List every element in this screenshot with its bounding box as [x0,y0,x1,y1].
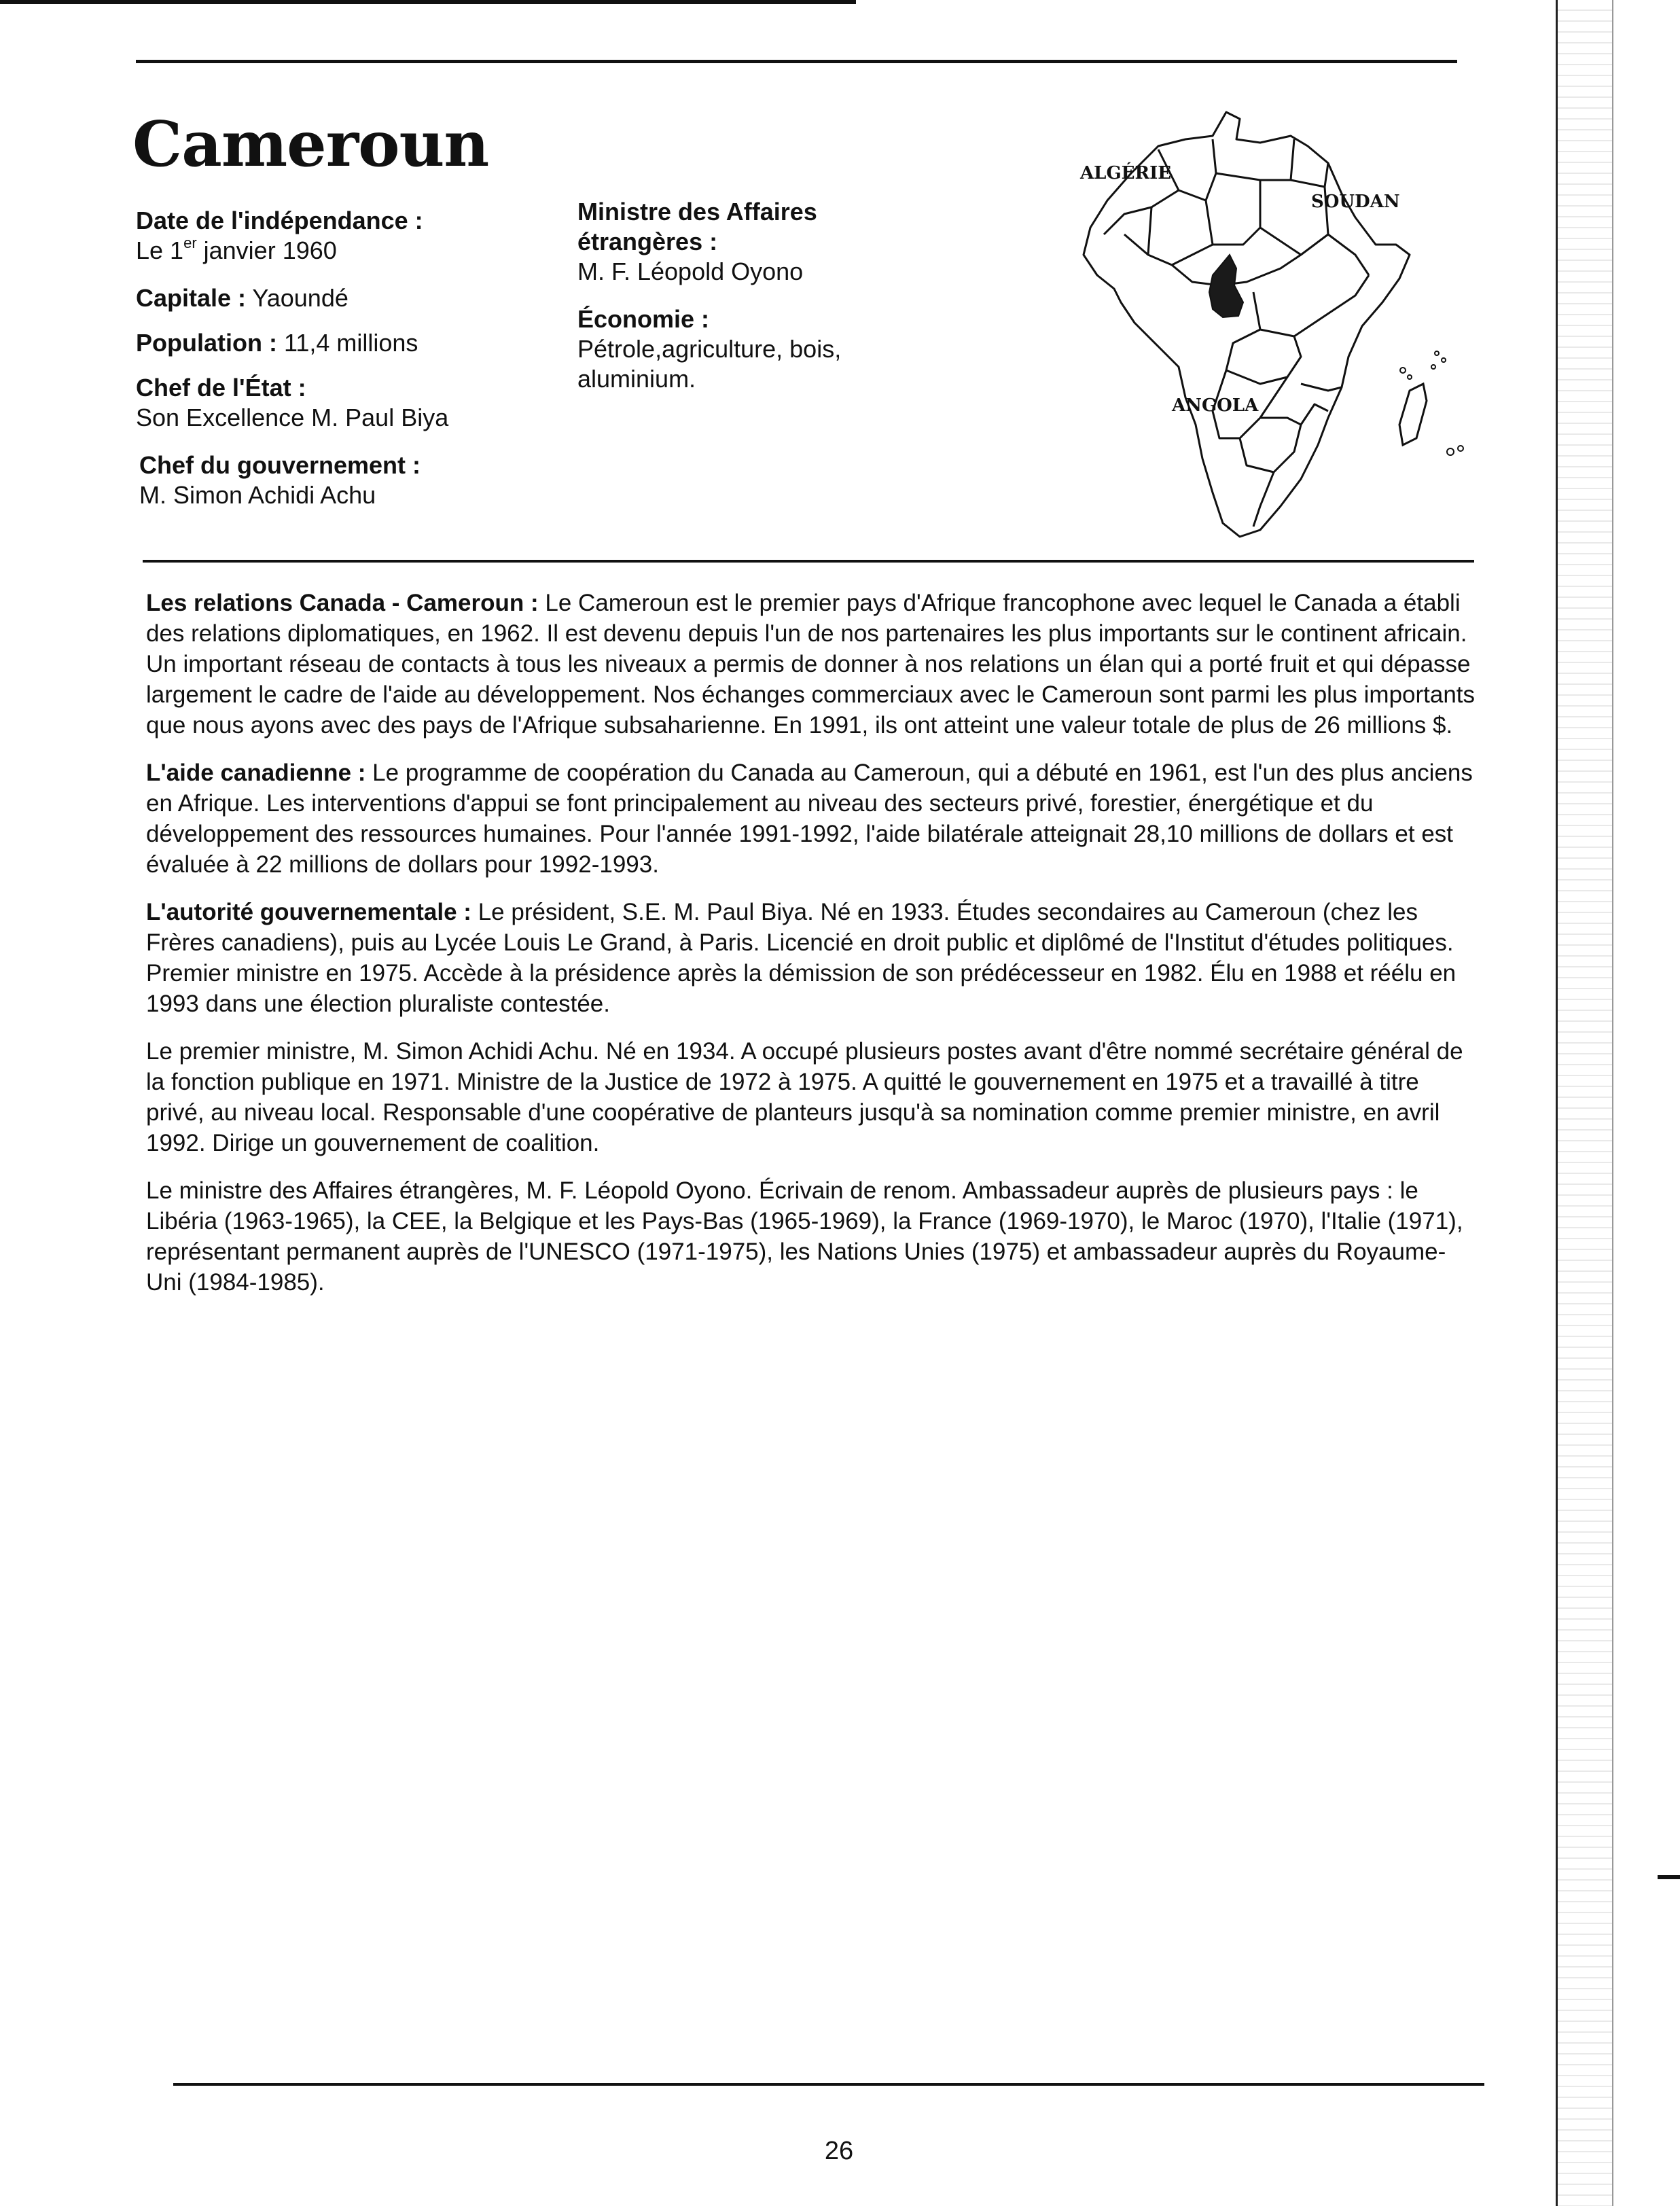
scan-edge-mark [1658,1875,1680,1879]
footer-rule [173,2083,1484,2086]
paragraph-aid-text: Le programme de coopération du Canada au Cameroun, qui a débuté en 1961, est l'un des plus anciens en Afrique. Les interventions d'appui se font principalement au niveau des secteurs privé, forestier, énergétique et du développement des ressources humaines. Pour l'année 1991-1992, l'aide bilatérale atteignait 28,10 millions de dollars et est évaluée à 22 millions de dollars pour 1992-1993. [146,760,1473,878]
africa-map [1056,99,1464,547]
paragraph-relations-text: Le Cameroun est le premier pays d'Afrique francophone avec lequel le Canada a établi des relations diplomatiques, en 1962. Il est devenu depuis l'un de nos partenaires les plus importants sur le continent africain. Un important réseau de contacts à tous les niveaux a permis de donner à nos relations un élan qui a porté fruit et qui dépasse largement le cadre de l'aide au développement. Nos échanges commerciaux avec le Cameroun sont parmi les plus importants que nous ayons avec des pays de l'Afrique subsaharienne. En 1991, ils ont atteint une valeur totale de plus de 26 millions $. [146,590,1476,739]
economy-value-line2: aluminium. [577,365,696,393]
foreign-minister-value: M. F. Léopold Oyono [577,257,804,285]
paragraph-authority-text: Le président, S.E. M. Paul Biya. Né en 1933. Études secondaires au Cameroun (chez les Frères canadiens), puis au Lycée Louis Le Grand, à Paris. Licencié en droit public et diplômé de l'Institut d'études politiques. Premier ministre en 1975. Accède à la présidence après la démission de son prédécesseur en 1982. Élu en 1988 et réélu en 1993 dans une élection pluraliste contestée. [146,899,1456,1017]
paragraph-foreign-affairs: Le ministre des Affaires étrangères, M. F. Léopold Oyono. Écrivain de renom. Ambassadeur auprès de plusieurs pays : le Libéria (1963-1965), la CEE, la Belgique et les Pays-Bas (1965-1969), la France (1969-1970), le Maroc (1970), l'Italie (1971), représentant permanent auprès de l'UNESCO (1971-1975), les Nations Unies (1975) et ambassadeur auprès du Royaume-Uni (1984-1985). [146,1177,1463,1296]
paragraph-prime-minister: Le premier ministre, M. Simon Achidi Achu. Né en 1934. A occupé plusieurs postes avant d'être nommé secrétaire général de la fonction publique en 1971. Ministre de la Justice de 1972 à 1975. A quitté le gouvernement en 1975 et a travaillé à titre privé, au niveau local. Responsable d'une coopérative de planteurs jusqu'à sa nomination comme premier ministre, en avril 1992. Dirige un gouvernement de coalition. [146,1038,1463,1156]
capital-value: Yaoundé [246,284,348,312]
map-label-angola: ANGOLA [1172,395,1259,416]
head-of-state-label: Chef de l'État : [136,374,306,402]
paragraph-relations [146,588,1478,741]
island-dots [1400,351,1463,455]
independence-value-prefix: Le 1 [136,236,184,264]
independence-value-sup: er [183,234,197,251]
body-text [146,588,1478,1315]
independence-value [136,236,423,266]
paragraph-aid [146,758,1478,880]
paragraph-relations-lead: Les relations Canada - Cameroun : [146,590,539,616]
head-of-government-field [139,450,421,510]
head-of-state-value: Son Excellence M. Paul Biya [136,404,449,431]
capital-label: Capitale : [136,284,247,312]
map-label-sudan: SOUDAN [1311,192,1400,212]
population-field [136,328,418,358]
independence-value-suffix: janvier 1960 [196,236,337,264]
page-title: Cameroun [132,107,489,181]
top-scan-rule [0,0,856,4]
economy-field [577,304,841,394]
independence-field [136,206,423,266]
independence-label: Date de l'indépendance : [136,207,423,234]
head-of-government-label: Chef du gouvernement : [139,451,421,479]
economy-value-line1: Pétrole,agriculture, bois, [577,335,842,363]
paragraph-authority-lead: L'autorité gouvernementale : [146,899,471,925]
map-label-algeria: ALGÉRIE [1080,163,1172,183]
paragraph-aid-lead: L'aide canadienne : [146,760,366,786]
economy-label: Économie : [577,305,710,333]
head-of-state-field [136,373,448,433]
capital-field [136,283,348,313]
population-label: Population : [136,329,277,357]
madagascar-shape [1399,384,1427,445]
head-of-government-value: M. Simon Achidi Achu [139,481,376,509]
paragraph-authority [146,897,1478,1019]
population-value: 11,4 millions [276,329,418,357]
header-rule [136,60,1457,63]
page-number: 26 [824,2137,854,2165]
foreign-minister-label-line2: étrangères : [577,228,718,255]
scan-binding-edge [1556,0,1613,2206]
section-rule [143,560,1474,563]
cameroon-highlight [1209,255,1243,317]
foreign-minister-label-line1: Ministre des Affaires [577,198,817,226]
foreign-minister-field [577,197,817,287]
